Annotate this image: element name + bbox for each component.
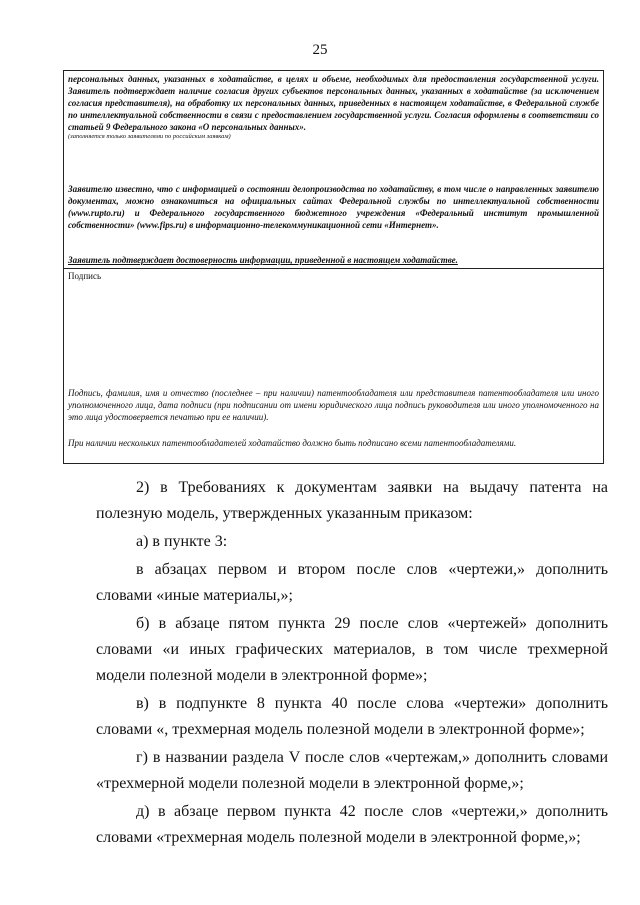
paragraph: д) в абзаце первом пункта 42 после слов «чертежи,» дополнить словами «трехмерная модель полезной модели в электронной форме,»; xyxy=(96,803,608,846)
signature-help: Подпись, фамилия, имя и отчество (последнее – при наличии) патентообладателя или представителя патентообладателя или иного уполномоченного лица, дата подписи (при подписании от имени юридического лица подпись руководителя или иного уполномоченного на это лица удостоверяется печатью при ее наличии). xyxy=(68,388,599,422)
consent-block xyxy=(64,73,603,141)
paragraph: б) в абзаце пятом пункта 29 после слов «чертежей» дополнить словами «и иных графических материалов, в том числе трехмерной модели полезной модели в электронной форме»; xyxy=(96,615,608,684)
consent-text: персональных данных, указанных в ходатайстве, в целях и объеме, необходимых для предоставления государственной услуги. Заявитель подтверждает наличие согласия других субъектов персональных данных, указанных в ходатайстве (за исключением согласия представителя), на обработку их персональных данных, приведенных в настоящем ходатайстве, в Федеральной службе по интеллектуальной собственности в связи с предоставлением государственной услуги. Согласия оформлены в соответствии со статьей 9 Федерального закона «О персональных данных». xyxy=(68,74,599,132)
paragraph: в абзацах первом и втором после слов «чертежи,» дополнить словами «иные материалы,»; xyxy=(96,561,608,604)
main-text xyxy=(96,475,608,851)
paragraph: в) в подпункте 8 пункта 40 после слова «чертежи» дополнить словами «, трехмерная модель полезной модели в электронной форме»; xyxy=(96,695,608,738)
consent-cell xyxy=(64,71,603,267)
notice-text: Заявителю известно, что с информацией о состоянии делопроизводства по ходатайству, в том числе о направленных заявителю документах, можно ознакомиться на официальных сайтах Федеральной службы по интеллектуальной собственности (www.rupto.ru) и Федерального государственного бюджетного учреждения «Федеральный институт промышленной собственности» (www.fips.ru) в информационно-телекоммуникационной сети «Интернет». xyxy=(68,184,599,230)
paragraph: а) в пункте 3: xyxy=(136,533,228,550)
page-number: 25 xyxy=(312,42,328,58)
consent-note: (заполняется только заявителями по российским заявкам) xyxy=(68,133,231,140)
confirmation-text: Заявитель подтверждает достоверность информации, приведенной в настоящем ходатайстве. xyxy=(68,255,458,265)
signature-note: При наличии нескольких патентообладателей ходатайство должно быть подписано всеми патентообладателями. xyxy=(68,438,517,448)
signature-cell xyxy=(64,268,603,465)
signature-label: Подпись xyxy=(68,271,102,281)
paragraph: 2) в Требованиях к документам заявки на выдачу патента на полезную модель, утвержденных указанным приказом: xyxy=(96,479,608,522)
form-table xyxy=(63,70,604,464)
paragraph: г) в названии раздела V после слов «чертежам,» дополнить словами «трехмерной модели полезной модели в электронной форме,»; xyxy=(96,749,608,792)
